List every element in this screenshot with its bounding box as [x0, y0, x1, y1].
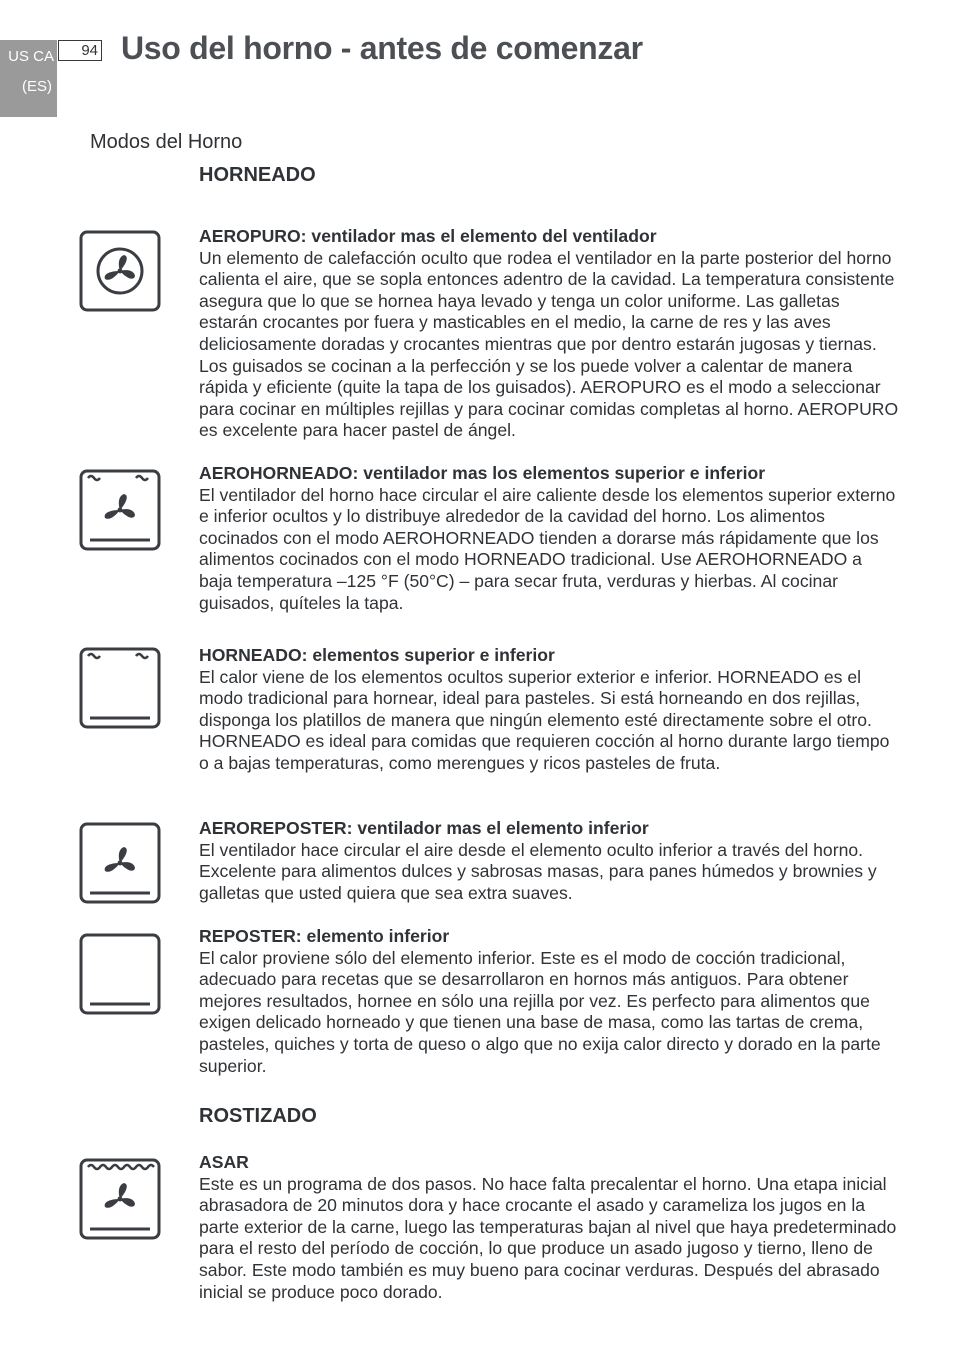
- mode-description: El ventilador del horno hace circular el aire caliente desde los elementos superior externo e inferior ocultos y lo distribuye alrededor de la cavidad del horno. Los alimentos cocinados con el modo AEROHORNEADO tienden a dorarse más rápidamente que los alimentos cocinados con el modo HORNEADO tradicional. Use AEROHORNEADO a baja temperatura –125 °F (50°C) – para secar fruta, verduras y hierbas. Al cocinar guisados, quíteles la tapa.: [199, 484, 896, 613]
- group-heading-roasting: ROSTIZADO: [199, 1105, 317, 1127]
- page-number: 94: [58, 40, 102, 61]
- region-label: US CA: [8, 48, 54, 65]
- mode-description: El calor viene de los elementos ocultos superior exterior e inferior. HORNEADO es el modo tradicional para hornear, ideal para pasteles. Si está horneando en dos rejillas, disponga los platillos de manera que ningún elemento esté directamente sobre el otro. HORNEADO es ideal para comidas que requieren cocción al horno durante largo tiempo o a bajas temperaturas, como merengues y ricos pasteles de fruta.: [199, 666, 890, 773]
- page-title: Uso del horno - antes de comenzar: [121, 30, 643, 66]
- mode-title: AEROPURO: ventilador mas el elemento del ventilador: [199, 226, 657, 246]
- aero-bake-icon: [78, 468, 162, 552]
- mode-description: Un elemento de calefacción oculto que rodea el ventilador en la parte posterior del horno calienta el aire, que se sopla entonces adentro de la cavidad. La temperatura consistente asegura que lo que se hornea haya levado y tenga un color uniforme. Las galletas estarán crocantes por fuera y masticables en el medio, la carne de res y las aves deliciosamente doradas y crocantes mientras que por dentro estarán jugosas y tiernas. Los guisados se cocinan a la perfección y se los puede volver a calentar de manera rápida y eficiente (quite la tapa de los guisados). AEROPURO es el modo a seleccionar para cocinar en múltiples rejillas y para cocinar comidas completas al horno. AEROPURO es excelente para hacer pastel de ángel.: [199, 247, 899, 441]
- mode-aero-bake: [199, 463, 899, 614]
- bake-icon: [78, 646, 162, 730]
- mode-title: AEROHORNEADO: ventilador mas los elementos superior e inferior: [199, 463, 766, 483]
- true-aero-fan-ring-icon: [78, 229, 162, 313]
- mode-description: El calor proviene sólo del elemento inferior. Este es el modo de cocción tradicional, adecuado para recetas que se desarrollaron en hornos más antiguos. Para obtener mejores resultados, hornee en sólo una rejilla por vez. Es perfecto para alimentos que exigen delicado horneado y que tienen una base de masa, como las tartas de crema, pasteles, quiches y torta de queso o algo que no exija calor directo y dorado en la parte superior.: [199, 947, 881, 1076]
- aero-pastry-icon: [78, 821, 162, 905]
- mode-aero-pastry: [199, 818, 899, 904]
- language-label: (ES): [22, 78, 52, 95]
- mode-bake: [199, 645, 899, 775]
- mode-true-aero: [199, 226, 899, 442]
- mode-title: HORNEADO: elementos superior e inferior: [199, 645, 555, 665]
- mode-title: REPOSTER: elemento inferior: [199, 926, 450, 946]
- pastry-bake-icon: [78, 932, 162, 1016]
- mode-title: ASAR: [199, 1152, 249, 1172]
- mode-pastry-bake: [199, 926, 899, 1077]
- section-title: Modos del Horno: [90, 131, 243, 153]
- roast-icon: [78, 1157, 162, 1241]
- region-tab: [0, 40, 57, 117]
- mode-description: Este es un programa de dos pasos. No hace falta precalentar el horno. Una etapa inicial abrasadora de 20 minutos dora y hace crocante el asado y carameliza los jugos en la parte exterior de la carne, luego las temperaturas bajan al nivel que haya predeterminado para el resto del período de cocción, lo que produce un asado jugoso y tierno, lleno de sabor. Este modo también es muy bueno para cocinar verduras. Después del abrasado inicial se produce poco dorado.: [199, 1173, 897, 1302]
- mode-title: AEROREPOSTER: ventilador mas el elemento inferior: [199, 818, 649, 838]
- mode-description: El ventilador hace circular el aire desde el elemento oculto inferior a través del horno. Excelente para alimentos dulces y sabrosas masas, para panes húmedos y brownies y galletas que usted quiera que sea extra suaves.: [199, 839, 877, 903]
- mode-roast: [199, 1152, 899, 1303]
- group-heading-baking: HORNEADO: [199, 164, 316, 186]
